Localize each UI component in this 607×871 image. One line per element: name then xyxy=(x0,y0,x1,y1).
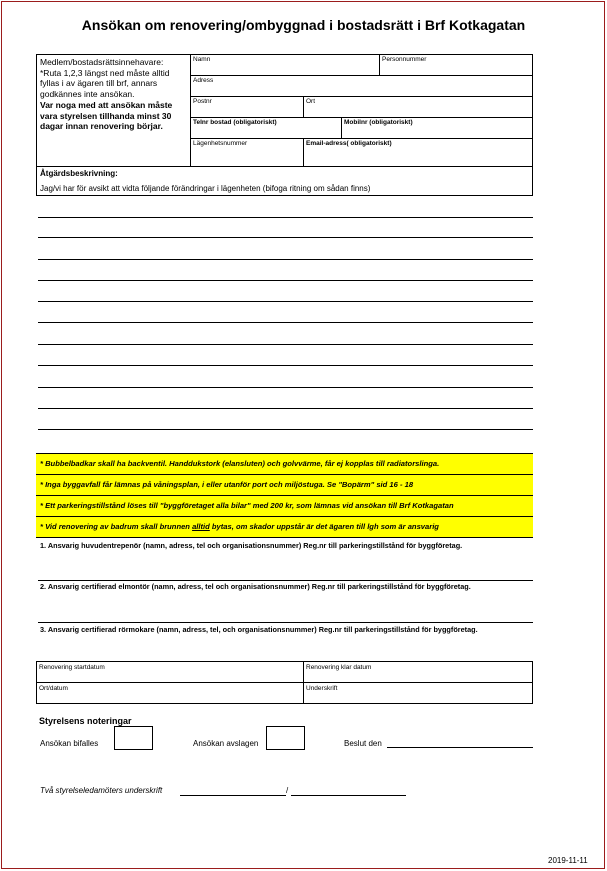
divider xyxy=(190,117,533,118)
footer-date: 2019-11-11 xyxy=(548,856,588,865)
divider xyxy=(379,54,380,75)
writing-line[interactable] xyxy=(38,429,533,430)
notice-backventil: * Bubbelbadkar skall ha backventil. Handdukstork (elansluten) och golvvärme, får ej kopplas till radiatorslinga. xyxy=(36,453,533,474)
responsible-elmontor-line[interactable] xyxy=(38,622,533,623)
field-lagenhetsnummer[interactable]: Lägenhetsnummer xyxy=(193,140,248,147)
writing-line[interactable] xyxy=(38,259,533,260)
divider xyxy=(190,75,533,76)
rejected-label: Ansökan avslagen xyxy=(193,739,259,748)
writing-line[interactable] xyxy=(38,280,533,281)
notice-badrum xyxy=(36,516,533,538)
decision-label: Beslut den xyxy=(344,739,382,748)
notice-badrum-underlined: alltid xyxy=(192,522,210,531)
field-ort[interactable]: Ort xyxy=(306,98,316,105)
field-mobilnr[interactable]: Mobilnr (obligatoriskt) xyxy=(344,119,413,126)
member-info xyxy=(40,57,190,132)
writing-line[interactable] xyxy=(38,365,533,366)
field-startdatum[interactable]: Renovering startdatum xyxy=(39,664,105,671)
member-warning: Var noga med att ansökan måste vara styrelsen tillhanda minst 30 dagar innan renovering börjar. xyxy=(40,99,173,132)
field-postnr[interactable]: Postnr xyxy=(193,98,212,105)
field-ort-datum[interactable]: Ort/datum xyxy=(39,685,68,692)
writing-line[interactable] xyxy=(38,217,533,218)
field-klar-datum[interactable]: Renovering klar datum xyxy=(306,664,372,671)
atgard-heading: Åtgärdsbeskrivning: xyxy=(40,169,118,178)
responsible-entreprenor-line[interactable] xyxy=(38,580,533,581)
field-adress[interactable]: Adress xyxy=(193,77,214,84)
field-namn[interactable]: Namn xyxy=(193,56,211,63)
notice-parkering: * Ett parkeringstillstånd löses till "byggföretaget alla bilar" med 200 kr, som lämnas vid ansökan till Brf Kotkagatan xyxy=(36,495,533,516)
notice-byggavfall: * Inga byggavfall får lämnas på våningsplan, i eller utanför port och miljöstuga. Se "Bopärm" sid 16 - 18 xyxy=(36,474,533,495)
field-email[interactable]: Email-adress( obligatoriskt) xyxy=(306,140,392,147)
divider xyxy=(303,661,304,704)
rejected-checkbox[interactable] xyxy=(266,726,305,750)
atgard-text: Jag/vi har för avsikt att vidta följande förändringar i lägenheten (bifoga ritning om sådan finns) xyxy=(40,184,371,193)
divider xyxy=(303,138,304,167)
member-label: Medlem/bostadsrättsinnehavare: xyxy=(40,57,164,67)
notice-badrum-after: bytas, om skador uppstår är det ägaren till lgh som är ansvarig xyxy=(209,522,439,531)
notice-badrum-before: * Vid renovering av badrum skall brunnen xyxy=(40,522,193,531)
approved-label: Ansökan bifalles xyxy=(40,739,99,748)
signature-line-1[interactable] xyxy=(180,795,286,796)
field-personnummer[interactable]: Personnummer xyxy=(382,56,427,63)
writing-line[interactable] xyxy=(38,344,533,345)
member-note: *Ruta 1,2,3 längst ned måste alltid fyllas i av ägaren till brf, annars godkännes inte ansökan. xyxy=(40,67,170,100)
divider xyxy=(190,54,191,167)
signature-line-2[interactable] xyxy=(291,795,406,796)
writing-line[interactable] xyxy=(38,322,533,323)
responsible-rormokare: 3. Ansvarig certifierad rörmokare (namn, adress, tel, och organisationsnummer) Reg.nr till parkeringstillstånd för byggföretag. xyxy=(40,625,478,634)
responsible-entreprenor: 1. Ansvarig huvudentrepenör (namn, adress, tel och organisationsnummer) Reg.nr till parkeringstillstånd för byggföretag. xyxy=(40,541,463,550)
divider xyxy=(190,138,533,139)
board-heading: Styrelsens noteringar xyxy=(39,716,132,726)
responsible-elmontor: 2. Ansvarig certifierad elmontör (namn, adress, tel och organisationsnummer) Reg.nr till parkeringstillstånd för byggföretag. xyxy=(40,582,471,591)
decision-date-line[interactable] xyxy=(387,747,533,748)
writing-line[interactable] xyxy=(38,387,533,388)
divider xyxy=(190,96,533,97)
field-telnr[interactable]: Telnr bostad (obligatoriskt) xyxy=(193,119,277,126)
writing-line[interactable] xyxy=(38,408,533,409)
field-underskrift[interactable]: Underskrift xyxy=(306,685,338,692)
approved-checkbox[interactable] xyxy=(114,726,153,750)
divider xyxy=(341,117,342,138)
writing-line[interactable] xyxy=(38,237,533,238)
divider xyxy=(36,682,533,683)
form-title: Ansökan om renovering/ombyggnad i bostadsrätt i Brf Kotkagatan xyxy=(81,17,526,33)
divider xyxy=(303,96,304,117)
writing-line[interactable] xyxy=(38,301,533,302)
signatures-label: Två styrelseledamöters underskrift xyxy=(40,786,163,795)
signature-separator: / xyxy=(286,786,289,795)
